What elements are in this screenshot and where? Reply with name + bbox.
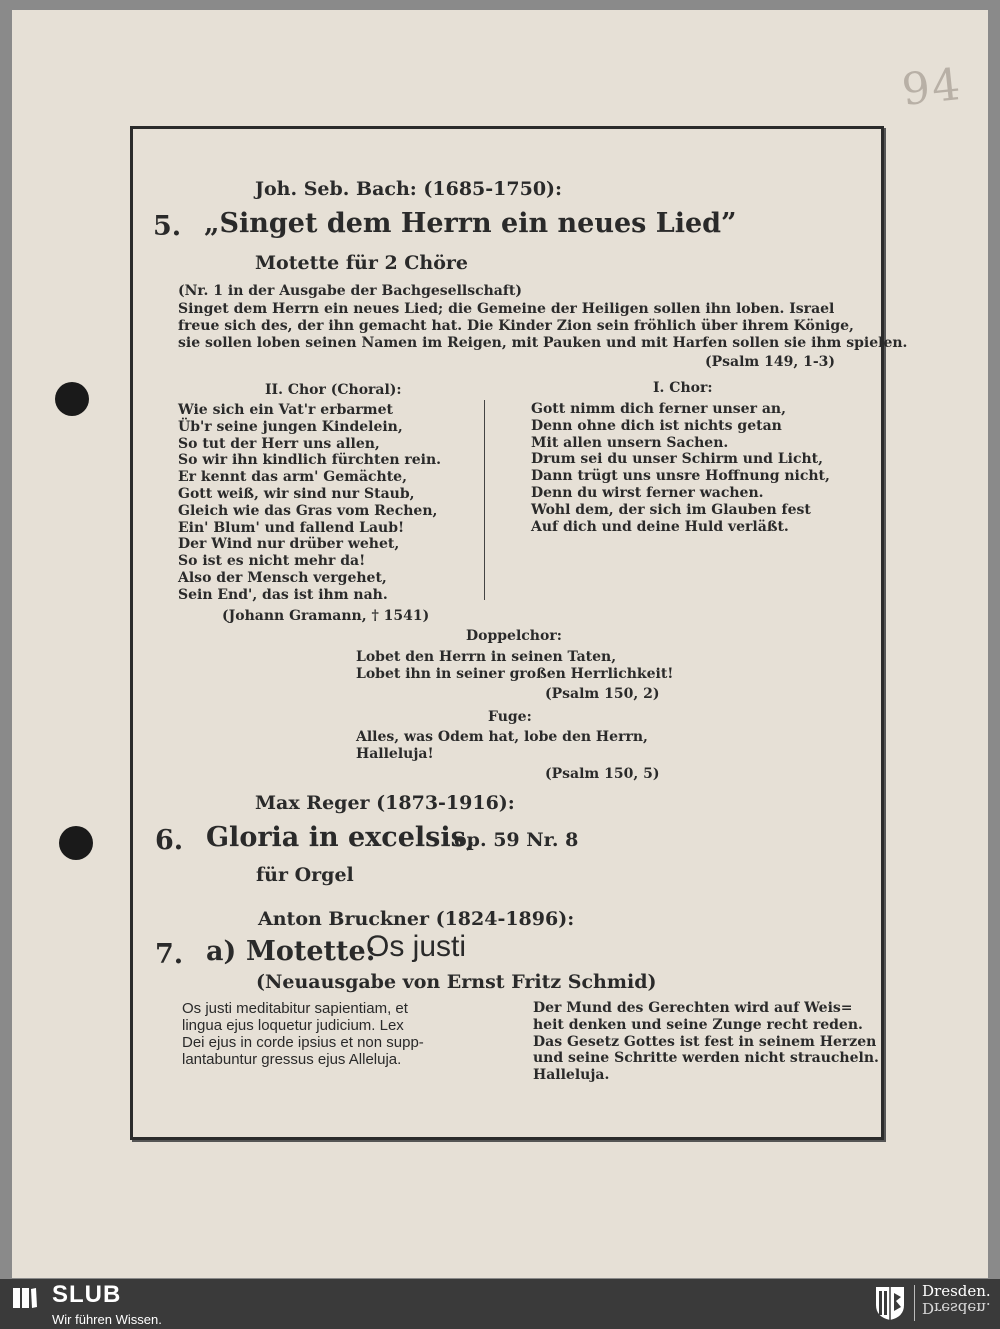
footer-logo-separator bbox=[914, 1285, 915, 1321]
slub-logo-icon bbox=[12, 1285, 38, 1311]
bach-edition-note: (Nr. 1 in der Ausgabe der Bachgesellschaft) bbox=[178, 283, 522, 299]
translation-line: Das Gesetz Gottes ist fest in seinem Herzen bbox=[533, 1033, 877, 1050]
choir-1-line: Wohl dem, der sich im Glauben fest bbox=[531, 501, 811, 518]
chorale-attribution: (Johann Gramann, † 1541) bbox=[222, 608, 430, 624]
psalm-149-reference: (Psalm 149, 1-3) bbox=[705, 354, 835, 370]
choir-1-line: Denn du wirst ferner wachen. bbox=[531, 484, 764, 501]
chorale-line: Gleich wie das Gras vom Rechen, bbox=[178, 502, 438, 519]
column-divider bbox=[484, 400, 485, 600]
fuge-heading: Fuge: bbox=[488, 709, 532, 725]
dresden-wordmark-reflection: Dresden. bbox=[922, 1299, 991, 1317]
footer-bar bbox=[0, 1279, 1000, 1329]
bach-composer-line: Joh. Seb. Bach: (1685-1750): bbox=[255, 178, 563, 200]
latin-line: Os justi meditabitur sapientiam, et bbox=[182, 1000, 408, 1017]
bruckner-item-label: a) bbox=[206, 936, 237, 967]
chorale-line: Gott weiß, wir sind nur Staub, bbox=[178, 485, 415, 502]
psalm-line: sie sollen loben seinen Namen im Reigen, mit Pauken und mit Harfen sollen sie ihm spielen. bbox=[178, 334, 908, 351]
reger-instrument: für Orgel bbox=[256, 864, 354, 886]
item-number-6: 6. bbox=[155, 825, 184, 856]
psalm-line: freue sich des, der ihn gemacht hat. Die Kinder Zion sein fröhlich über ihrem Könige, bbox=[178, 317, 854, 334]
bruckner-work-title: Os justi bbox=[366, 930, 467, 963]
choir-1-line: Denn ohne dich ist nichts getan bbox=[531, 417, 782, 434]
translation-line: Halleluja. bbox=[533, 1067, 610, 1084]
psalm-line: Singet dem Herrn ein neues Lied; die Gemeine der Heiligen sollen ihn loben. Israel bbox=[178, 301, 835, 317]
doppelchor-text bbox=[356, 649, 673, 683]
choir-2-heading: II. Chor (Choral): bbox=[265, 382, 402, 398]
chorale-line: Er kennt das arm' Gemächte, bbox=[178, 469, 407, 486]
translation-line: und seine Schritte werden nicht straucheln. bbox=[533, 1050, 879, 1067]
bruckner-edition-note: (Neuausgabe von Ernst Fritz Schmid) bbox=[256, 971, 657, 993]
psalm-149-text bbox=[178, 301, 907, 351]
fuge-text bbox=[356, 729, 648, 763]
fuge-line: Halleluja! bbox=[356, 745, 434, 762]
doppelchor-heading: Doppelchor: bbox=[466, 628, 562, 644]
chorale-line: Üb'r seine jungen Kindelein, bbox=[178, 418, 403, 435]
psalm-150-5-reference: (Psalm 150, 5) bbox=[545, 766, 660, 782]
dresden-coat-of-arms-icon bbox=[874, 1285, 906, 1321]
latin-line: lingua ejus loquetur judicium. Lex bbox=[182, 1017, 404, 1034]
translation-line: Der Mund des Gerechten wird auf Weis= bbox=[533, 1000, 853, 1016]
item-number-7: 7. bbox=[155, 939, 184, 970]
latin-line: lantabuntur gressus ejus Alleluja. bbox=[182, 1051, 402, 1068]
reger-opus: op. 59 Nr. 8 bbox=[454, 829, 579, 851]
chorale-line: Also der Mensch vergehet, bbox=[178, 569, 387, 586]
dresden-wordmark[interactable]: Dresden. bbox=[922, 1282, 991, 1300]
choir-1-line: Drum sei du unser Schirm und Licht, bbox=[531, 451, 824, 468]
choir-1-line: Auf dich und deine Huld verläßt. bbox=[531, 518, 789, 535]
punch-hole-upper bbox=[55, 382, 89, 416]
chorale-line: Der Wind nur drüber wehet, bbox=[178, 536, 400, 553]
slub-brand[interactable]: SLUB bbox=[52, 1281, 122, 1308]
handwritten-page-number: 94 bbox=[899, 59, 965, 116]
chorale-line: Sein End', das ist ihm nah. bbox=[178, 586, 388, 603]
bruckner-work-type: Motette: bbox=[246, 936, 376, 967]
slub-tagline: Wir führen Wissen. bbox=[52, 1312, 162, 1327]
translation-line: heit denken und seine Zunge recht reden. bbox=[533, 1016, 863, 1033]
item-number-5: 5. bbox=[153, 211, 182, 242]
punch-hole-lower bbox=[59, 826, 93, 860]
bach-work-subtitle: Motette für 2 Chöre bbox=[255, 252, 468, 274]
doppelchor-line: Lobet den Herrn in seinen Taten, bbox=[356, 649, 617, 665]
chorale-line: So tut der Herr uns allen, bbox=[178, 435, 380, 452]
choir-1-heading: I. Chor: bbox=[653, 380, 713, 396]
choir-1-line: Mit allen unsern Sachen. bbox=[531, 434, 729, 451]
choir-2-chorale bbox=[178, 402, 441, 604]
bach-work-title: „Singet dem Herrn ein neues Lied” bbox=[204, 208, 737, 239]
choir-1-line: Gott nimm dich ferner unser an, bbox=[531, 401, 786, 417]
chorale-line: Wie sich ein Vat'r erbarmet bbox=[178, 402, 393, 418]
latin-text bbox=[182, 1000, 424, 1068]
bruckner-composer-line: Anton Bruckner (1824-1896): bbox=[258, 908, 575, 930]
chorale-line: So wir ihn kindlich fürchten rein. bbox=[178, 452, 442, 469]
chorale-line: So ist es nicht mehr da! bbox=[178, 553, 366, 570]
doppelchor-line: Lobet ihn in seiner großen Herrlichkeit! bbox=[356, 665, 674, 682]
german-translation bbox=[533, 1000, 879, 1084]
latin-line: Dei ejus in corde ipsius et non supp- bbox=[182, 1034, 424, 1051]
choir-1-text bbox=[531, 401, 830, 535]
reger-composer-line: Max Reger (1873-1916): bbox=[255, 792, 515, 814]
psalm-150-2-reference: (Psalm 150, 2) bbox=[545, 686, 660, 702]
reger-work-title: Gloria in excelsis, bbox=[206, 822, 476, 853]
chorale-line: Ein' Blum' und fallend Laub! bbox=[178, 519, 405, 536]
fuge-line: Alles, was Odem hat, lobe den Herrn, bbox=[356, 729, 648, 745]
choir-1-line: Dann trügt uns unsre Hoffnung nicht, bbox=[531, 468, 830, 485]
